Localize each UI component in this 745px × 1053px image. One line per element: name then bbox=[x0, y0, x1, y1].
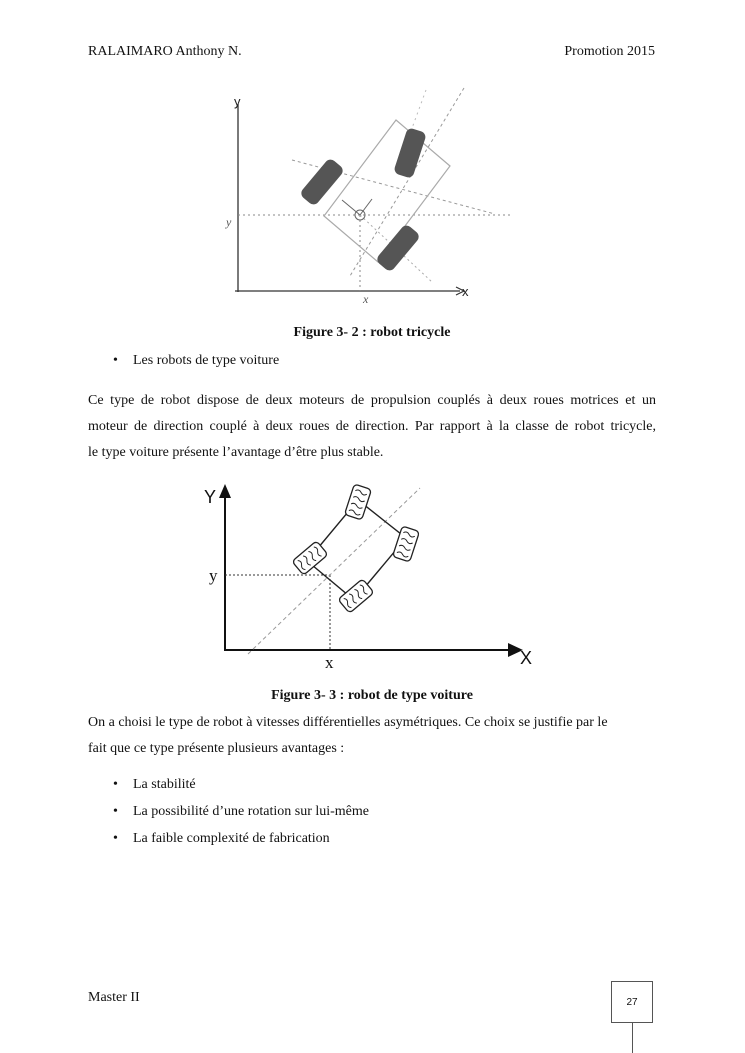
paragraph-voiture bbox=[88, 388, 656, 466]
bullet-dot-icon: • bbox=[113, 777, 118, 792]
tick-y-label: y bbox=[226, 215, 232, 229]
center-arrow-a bbox=[342, 200, 360, 215]
page-number-stem bbox=[632, 1023, 633, 1053]
tick-x-label: x bbox=[363, 292, 369, 306]
ref-line-diagonal bbox=[248, 488, 420, 654]
axis-x-label: x bbox=[462, 284, 469, 299]
wheel-front bbox=[393, 127, 427, 179]
footer-label: Master II bbox=[88, 990, 140, 1005]
wheel-rear-right bbox=[338, 579, 374, 613]
axis-x-label: X bbox=[520, 648, 533, 668]
wheel-front-left bbox=[344, 484, 371, 520]
wheel-rear bbox=[375, 223, 421, 273]
axis-y-label: Y bbox=[204, 487, 217, 507]
bullet-voiture bbox=[113, 353, 279, 369]
axis-y-label: y bbox=[234, 94, 241, 109]
center-arrow-b bbox=[360, 199, 372, 215]
advantage-text: La stabilité bbox=[133, 777, 196, 792]
paragraph-choice-line2: fait que ce type présente plusieurs avantages : bbox=[88, 741, 345, 756]
page-number: 27 bbox=[626, 996, 638, 1008]
bullet-dot-icon: • bbox=[113, 353, 118, 368]
bullet-voiture-text: Les robots de type voiture bbox=[133, 353, 280, 368]
paragraph-voiture-line3: le type voiture présente l’avantage d’être plus stable. bbox=[88, 445, 384, 460]
advantage-item bbox=[113, 804, 369, 820]
advantage-item bbox=[113, 831, 330, 847]
advantage-text: La faible complexité de fabrication bbox=[133, 831, 330, 846]
figure-voiture-diagram bbox=[198, 478, 543, 670]
figure1-caption: Figure 3- 2 : robot tricycle bbox=[293, 325, 451, 340]
tick-y-label: y bbox=[209, 566, 218, 585]
bullet-dot-icon: • bbox=[113, 804, 118, 819]
advantage-text: La possibilité d’une rotation sur lui-même bbox=[133, 804, 370, 819]
paragraph-choice-line1: On a choisi le type de robot à vitesses différentielles asymétriques. Ce choix se justifie par le bbox=[88, 715, 608, 730]
paragraph-choice bbox=[88, 710, 656, 762]
header-promotion: Promotion 2015 bbox=[564, 44, 655, 59]
paragraph-voiture-line1: Ce type de robot dispose de deux moteurs de propulsion couplés à deux roues motrices et un bbox=[88, 393, 656, 408]
tick-x-label: x bbox=[325, 653, 334, 670]
bullet-dot-icon: • bbox=[113, 831, 118, 846]
header-author: RALAIMARO Anthony N. bbox=[88, 44, 242, 59]
wheel-rear-left bbox=[292, 541, 328, 575]
axis-y-arrow-icon bbox=[219, 484, 231, 498]
wheel-left bbox=[299, 157, 345, 207]
paragraph-voiture-line2: moteur de direction couplé à deux roues de direction. Par rapport à la classe de robot tricycle, bbox=[88, 419, 656, 434]
figure2-caption: Figure 3- 3 : robot de type voiture bbox=[271, 688, 473, 703]
advantage-item bbox=[113, 777, 196, 793]
page-number-box bbox=[611, 981, 653, 1023]
figure-tricycle-diagram bbox=[220, 86, 520, 308]
